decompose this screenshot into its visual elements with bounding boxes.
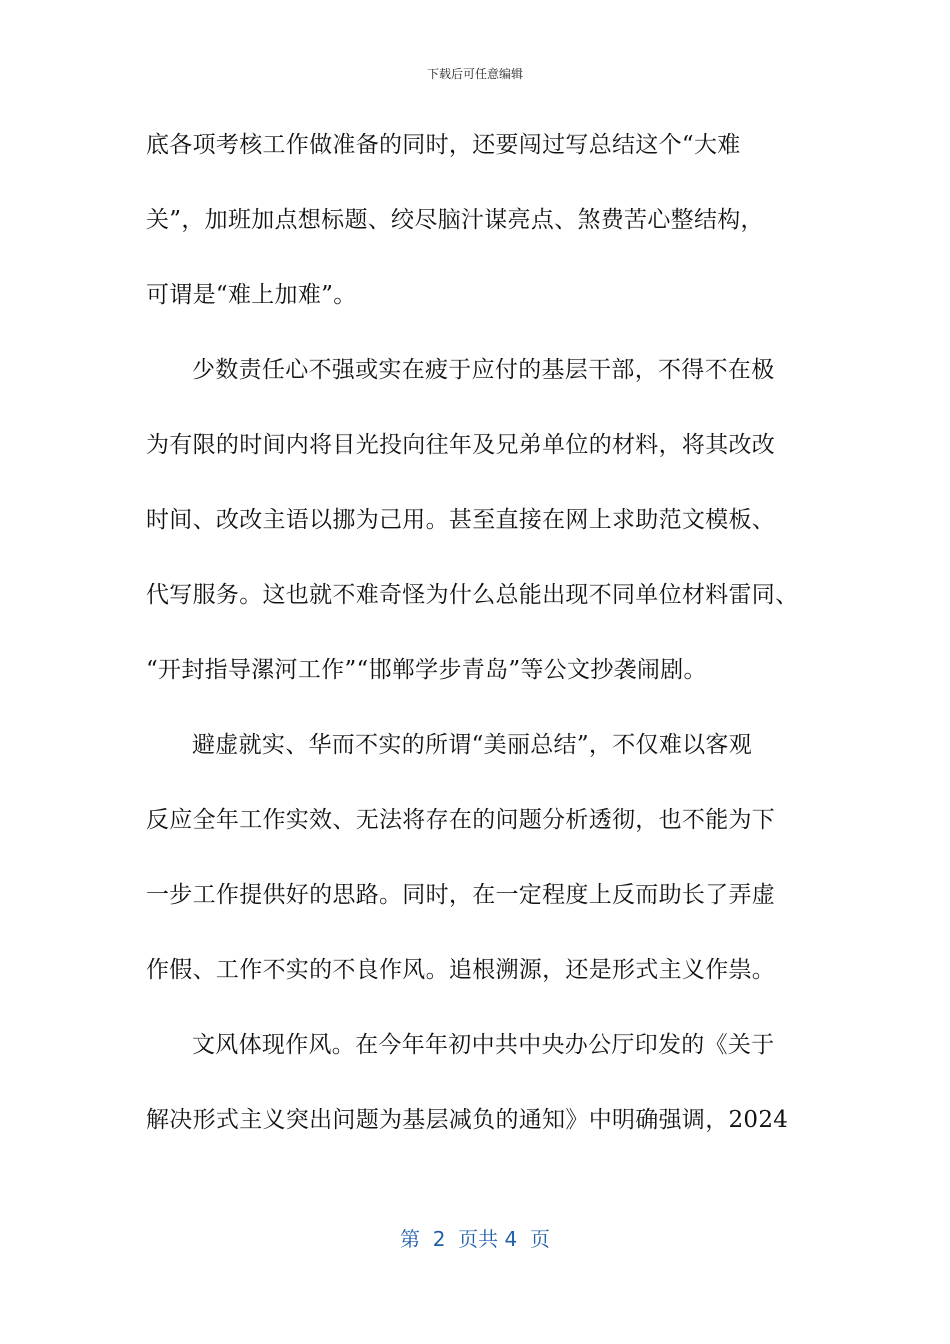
text-line: “开封指导漯河工作”“邯郸学步青岛”等公文抄袭闹剧。 <box>146 657 707 683</box>
text-line: 反应全年工作实效、无法将存在的问题分析透彻，也不能为下 <box>146 807 776 833</box>
paragraph-first-line: 避虚就实、华而不实的所谓“美丽总结”，不仅难以客观 <box>192 732 753 758</box>
page-header: 下载后可任意编辑 <box>426 67 523 81</box>
text-line: 可谓是“难上加难”。 <box>146 282 357 308</box>
text-line: 代写服务。这也就不难奇怪为什么总能出现不同单位材料雷同、 <box>146 582 799 608</box>
document-body <box>146 121 806 1171</box>
text-line: 为有限的时间内将目光投向往年及兄弟单位的材料，将其改改 <box>146 432 776 458</box>
paragraph-first-line: 文风体现作风。在今年年初中共中央办公厅印发的《关于 <box>192 1032 775 1058</box>
paragraph-first-line: 少数责任心不强或实在疲于应付的基层干部，不得不在极 <box>192 357 775 383</box>
page-number-footer: 第 2 页共 4 页 <box>400 1227 550 1251</box>
text-line: 底各项考核工作做准备的同时，还要闯过写总结这个“大难 <box>146 132 741 158</box>
text-line: 作假、工作不实的不良作风。追根溯源，还是形式主义作祟。 <box>146 957 776 983</box>
text-line: 时间、改改主语以挪为己用。甚至直接在网上求助范文模板、 <box>146 507 776 533</box>
text-line: 解决形式主义突出问题为基层减负的通知》中明确强调，2024 <box>146 1107 789 1133</box>
text-line: 一步工作提供好的思路。同时，在一定程度上反而助长了弄虚 <box>146 882 776 908</box>
text-line: 关”，加班加点想标题、绞尽脑汁谋亮点、煞费苦心整结构， <box>146 207 764 233</box>
